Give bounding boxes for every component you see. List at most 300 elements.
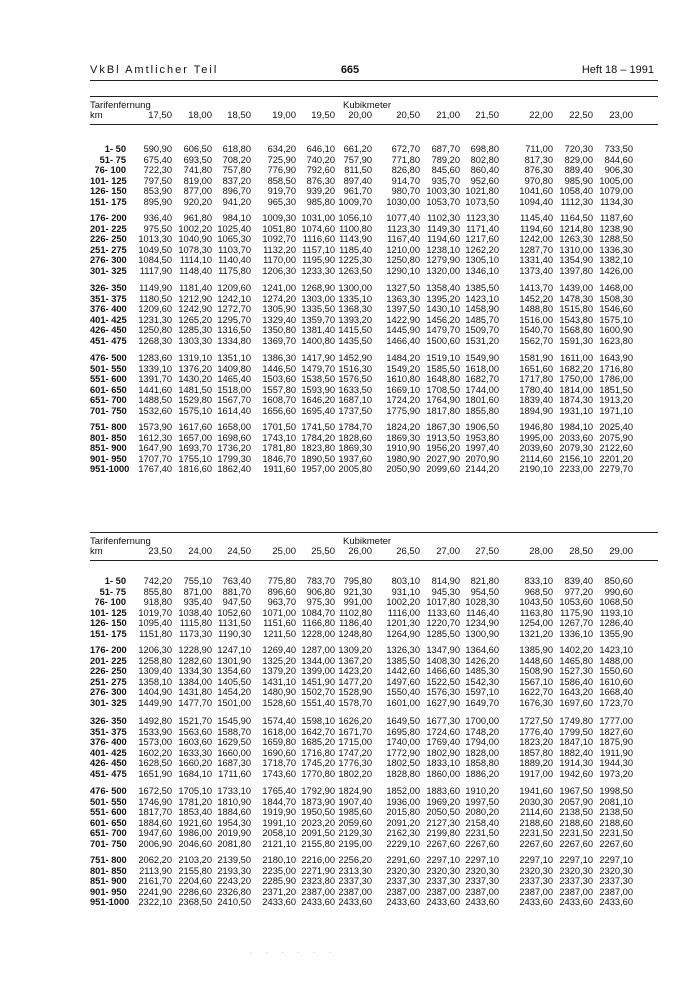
rate-value: 1477,20 [338,676,372,687]
rate-value: 1776,40 [519,726,553,737]
rate-value: 2368,50 [178,897,212,908]
distance-range: 401- 425 [90,314,127,325]
rate-value: 1701,50 [262,422,296,432]
rate-value: 1078,30 [178,244,212,255]
rate-value: 1117,90 [139,265,172,276]
rate-value: 1359,70 [301,314,335,325]
rate-value: 1802,50 [386,758,420,769]
rate-value: 2081,10 [599,796,633,807]
rate-value: 1448,60 [519,655,553,666]
rate-value: 1573,00 [138,737,172,748]
distance-range: 101- 125 [90,607,127,618]
rate-value: 1325,20 [262,655,296,666]
rate-value: 1053,60 [559,597,593,608]
rate-value: 1175,90 [560,607,593,618]
rate-value: 1363,30 [386,293,420,304]
rate-value: 740,20 [306,154,335,165]
rate-value: 1770,80 [301,768,335,779]
distance-range: 851- 900 [90,876,127,887]
rate-value: 963,70 [267,597,296,608]
rate-value: 1869,30 [338,443,372,454]
rate-value: 1376,20 [178,363,212,374]
rate-value: 2433,60 [301,897,335,908]
rate-value: 814,90 [431,576,460,586]
rate-value: 2320,30 [465,865,499,876]
rate-value: 896,60 [267,586,296,597]
rate-value: 2229,10 [386,838,420,849]
rate-value: 1875,90 [599,737,633,748]
km-label: km [90,546,103,557]
rate-value: 1382,10 [599,255,633,266]
rate-value: 1610,60 [599,676,633,687]
rate-value: 991,00 [343,597,372,608]
rate-value: 1597,10 [465,687,499,698]
rate-value: 1695,80 [386,726,420,737]
rate-value: 1431,80 [178,687,212,698]
running-header-right: Heft 18 – 1991 [581,64,654,76]
rate-value: 2326,80 [217,886,251,897]
rate-value: 2387,00 [386,886,420,897]
rate-value: 1209,60 [138,304,172,315]
rate-value: 1194,60 [520,223,553,234]
rate-value: 2057,90 [559,796,593,807]
rate-value: 1364,60 [465,645,499,655]
distance-range: 651- 700 [90,828,127,839]
rate-value: 2267,60 [559,838,593,849]
rate-value: 2387,00 [599,886,633,897]
rate-value: 1287,00 [301,645,335,655]
rate-value: 845,60 [431,165,460,176]
rate-value: 783,70 [306,576,335,586]
column-header: 17,50 [148,110,172,121]
rate-value: 1824,90 [338,786,372,796]
rate-value: 918,80 [143,597,172,608]
distance-range: 476- 500 [90,353,127,363]
distance-range: 901- 950 [90,453,127,464]
rate-value: 1985,60 [338,807,372,818]
table-row [90,597,658,607]
rate-value: 2410,50 [217,897,251,908]
rate-value: 1852,00 [386,786,420,796]
rate-value: 1942,60 [559,768,593,779]
rate-value: 1540,70 [519,325,553,336]
column-header: 26,50 [396,546,420,557]
rate-value: 1741,50 [301,422,335,432]
rate-value: 2193,30 [217,865,251,876]
rate-value: 2291,60 [386,855,420,865]
rate-value: 1334,80 [217,335,251,346]
rate-value: 1913,20 [599,395,633,406]
rate-value: 1193,10 [600,607,633,618]
rate-value: 1533,90 [138,726,172,737]
rate-value: 1746,90 [138,796,172,807]
rate-value: 1264,90 [386,628,420,639]
rate-value: 1441,60 [138,384,172,395]
rate-value: 1077,40 [386,213,420,223]
rate-value: 2433,60 [599,897,633,908]
rate-value: 1288,50 [599,234,633,245]
rate-value: 1167,40 [387,234,420,245]
rate-value: 1646,20 [301,395,335,406]
rate-value: 1358,10 [138,676,172,687]
rate-value: 2267,60 [426,838,460,849]
rate-value: 1185,40 [339,244,372,255]
rate-value: 906,80 [306,586,335,597]
rate-value: 914,70 [391,175,420,186]
rate-value: 1442,60 [386,666,420,677]
distance-range: 176- 200 [90,213,127,223]
rate-value: 844,60 [604,154,633,165]
rate-value: 1274,20 [262,293,296,304]
rate-value: 1857,80 [519,747,553,758]
rate-value: 1602,20 [138,747,172,758]
rate-value: 1186,40 [339,618,372,629]
rate-value: 817,30 [524,154,553,165]
rate-value: 853,90 [143,186,172,197]
rate-value: 1575,10 [178,405,212,416]
rate-value: 2320,30 [599,865,633,876]
distance-range: 426- 450 [90,758,127,769]
rate-value: 1347,90 [426,645,460,655]
rate-value: 1408,30 [426,655,460,666]
rate-value: 2027,90 [426,453,460,464]
rate-value: 1300,90 [465,628,499,639]
rate-value: 1601,00 [386,697,420,708]
rate-value: 1690,60 [262,747,296,758]
table-row [90,818,658,828]
table-row [90,737,658,747]
rate-value: 1755,10 [178,453,212,464]
rate-value: 945,30 [431,586,460,597]
rate-value: 1326,30 [386,645,420,655]
rate-value: 1651,90 [138,768,172,779]
rate-value: 2058,10 [262,828,296,839]
rate-value: 1423,20 [338,666,372,677]
rate-value: 1279,90 [426,255,460,266]
table-row [90,769,658,779]
rate-value: 2433,60 [426,897,460,908]
rate-value: 2114,60 [520,453,553,464]
rate-value: 1973,20 [599,768,633,779]
rate-value: 1660,00 [217,747,251,758]
rate-value: 1399,00 [301,666,335,677]
rate-value: 1368,30 [338,304,372,315]
rate-value: 1250,80 [138,325,172,336]
rate-value: 1214,80 [559,223,593,234]
rate-value: 941,20 [222,196,251,207]
rate-value: 2241,90 [138,886,172,897]
rate-value: 1914,30 [559,758,593,769]
rate-value: 1385,90 [519,645,553,655]
rate-value: 1242,10 [217,293,251,304]
rate-value: 711,00 [525,144,553,154]
rate-value: 1823,80 [301,443,335,454]
rate-value: 1855,80 [465,405,499,416]
table-row [90,887,658,897]
rate-value: 1563,60 [178,726,212,737]
rate-value: 1149,90 [139,283,172,293]
rate-value: 693,50 [183,154,212,165]
distance-range: 601- 650 [90,384,127,395]
rate-value: 1431,10 [262,676,296,687]
distance-range: 501- 550 [90,363,127,374]
rate-value: 1844,70 [262,796,296,807]
rate-value: 2015,80 [386,807,420,818]
rate-value: 1543,80 [559,314,593,325]
rate-value: 1954,30 [217,817,251,828]
rate-value: 792,60 [306,165,335,176]
table-row [90,213,658,223]
rate-value: 1550,40 [386,687,420,698]
rate-value: 1116,60 [302,234,335,245]
rate-value: 1723,70 [599,697,633,708]
table-row [90,266,658,276]
rate-value: 980,70 [391,186,420,197]
rate-value: 1508,30 [599,293,633,304]
rate-value: 1301,90 [217,655,251,666]
rate-value: 687,70 [431,144,460,154]
rate-value: 742,20 [143,576,172,586]
table-row [90,294,658,304]
rate-value: 1874,30 [559,395,593,406]
rate-value: 2050,90 [386,464,420,475]
rate-value: 1479,70 [301,363,335,374]
rate-value: 1724,20 [386,395,420,406]
rate-value: 802,80 [470,154,499,165]
rate-value: 1369,70 [262,335,296,346]
rate-value: 1238,10 [426,244,460,255]
rate-value: 2138,50 [559,807,593,818]
rate-value: 1228,90 [178,645,212,655]
rate-value: 2188,60 [559,817,593,828]
rate-value: 1969,20 [426,796,460,807]
rate-value: 2050,50 [426,807,460,818]
rate-value: 1588,70 [217,726,251,737]
distance-range: 451- 475 [90,768,127,779]
rate-value: 935,40 [183,597,212,608]
rate-value: 1327,50 [386,283,420,293]
rate-value: 803,10 [391,576,420,586]
rate-value: 1335,10 [338,293,372,304]
rate-value: 1557,80 [262,384,296,395]
rate-value: 1084,70 [301,607,335,618]
rate-value: 2216,00 [301,855,335,865]
rate-value: 1618,00 [262,726,296,737]
rate-value: 1867,30 [426,422,460,432]
table-row [90,325,658,335]
distance-range: 151- 175 [90,628,127,639]
rate-value: 1980,90 [386,453,420,464]
rate-value: 1386,30 [262,353,296,363]
rate-value: 1331,40 [519,255,553,266]
rate-value: 1575,10 [599,314,633,325]
rate-value: 1839,40 [519,395,553,406]
rate-value: 1697,60 [559,697,593,708]
rate-value: 1913,50 [426,432,460,443]
rate-value: 1708,50 [426,384,460,395]
rate-value: 1043,50 [519,597,553,608]
rate-value: 2129,30 [338,828,372,839]
rate-value: 1071,00 [262,607,296,618]
rate-value: 1643,90 [599,353,633,363]
rate-value: 1794,00 [465,737,499,748]
rate-value: 1478,30 [559,293,593,304]
column-header: 20,50 [396,110,420,121]
rate-value: 2337,30 [599,876,633,887]
rate-value: 1780,40 [519,384,553,395]
rate-value: 1385,50 [386,655,420,666]
rate-value: 965,30 [267,196,296,207]
rate-value: 1687,10 [338,395,372,406]
column-header: 19,50 [311,110,335,121]
column-header: 28,50 [569,546,593,557]
table-row [90,698,658,708]
rate-value: 1781,80 [262,443,296,454]
rate-value: 876,30 [524,165,553,176]
rate-value: 1233,30 [301,265,335,276]
rate-value: 1567,70 [217,395,251,406]
column-header: 24,00 [188,546,212,557]
rate-value: 1767,40 [138,464,172,475]
distance-range: 76- 100 [94,165,126,176]
rate-value: 2122,60 [599,443,633,454]
rate-value: 1114,10 [179,255,212,266]
rate-value: 733,50 [604,144,633,154]
rate-value: 1853,40 [178,807,212,818]
rate-value: 1814,00 [559,384,593,395]
rate-value: 1648,80 [426,374,460,385]
rate-value: 1776,30 [338,758,372,769]
column-header: 21,50 [475,110,499,121]
table-header-rule [90,560,658,561]
rate-value: 881,70 [222,586,251,597]
rate-value: 1718,70 [262,758,296,769]
distance-range: 51- 75 [99,154,126,165]
rate-value: 1466,60 [426,666,460,677]
rate-value: 920,20 [183,196,212,207]
rate-value: 1600,90 [599,325,633,336]
rate-value: 1334,30 [178,666,212,677]
table-row [90,395,658,405]
rate-value: 1786,00 [599,374,633,385]
rate-value: 1492,80 [138,716,172,726]
distance-range: 801- 850 [90,432,127,443]
rate-value: 1907,40 [338,796,372,807]
rate-value: 1956,20 [426,443,460,454]
rate-value: 1784,20 [301,432,335,443]
rate-value: 2199,80 [426,828,460,839]
rate-value: 2080,20 [465,807,499,818]
rate-value: 1847,10 [559,737,593,748]
table-row [90,666,658,676]
rate-value: 1562,70 [519,335,553,346]
rate-value: 1028,30 [465,597,499,608]
rate-value: 1335,50 [301,304,335,315]
table-header-rule [90,124,658,125]
distance-range: 276- 300 [90,255,127,266]
rate-value: 1133,60 [427,607,460,618]
running-header-left: VkBl Amtlicher Teil [90,64,219,76]
rate-value: 1911,60 [263,464,296,475]
rate-value: 1404,90 [138,687,172,698]
distance-range: 351- 375 [90,726,127,737]
rate-value: 1998,50 [599,786,633,796]
rate-value: 1716,80 [599,363,633,374]
rate-value: 1527,30 [559,666,593,677]
rate-value: 1921,60 [178,817,212,828]
rate-value: 1598,10 [301,716,335,726]
rate-value: 1622,70 [519,687,553,698]
rate-value: 1519,10 [426,353,460,363]
rate-value: 2433,60 [338,897,372,908]
table-row [90,144,658,154]
rate-value: 1573,90 [138,422,172,432]
rate-value: 1617,60 [178,422,212,432]
rate-value: 947,50 [222,597,251,608]
rate-value: 1148,40 [179,265,212,276]
distance-range: 601- 650 [90,817,127,828]
rate-value: 1608,70 [262,395,296,406]
distance-range: 101- 125 [90,175,127,186]
rate-value: 1623,80 [599,335,633,346]
rate-value: 1581,90 [519,353,553,363]
rate-value: 2019,90 [217,828,251,839]
rate-value: 1750,00 [559,374,593,385]
rate-value: 1300,00 [338,283,372,293]
rate-value: 1724,60 [426,726,460,737]
rate-value: 897,40 [343,175,372,186]
rate-value: 2285,90 [262,876,296,887]
rate-value: 2387,00 [519,886,553,897]
rate-value: 1828,80 [386,768,420,779]
rate-value: 1515,80 [559,304,593,315]
rate-value: 1201,30 [386,618,420,629]
rate-value: 606,50 [183,144,212,154]
rate-value: 1170,00 [263,255,296,266]
rate-value: 985,90 [564,175,593,186]
rate-value: 837,20 [222,175,251,186]
rate-value: 1084,50 [138,255,172,266]
rate-value: 1567,10 [519,676,553,687]
column-header: 22,00 [529,110,553,121]
rate-value: 2267,60 [599,838,633,849]
rate-value: 1743,10 [262,432,296,443]
distance-range: 126- 150 [90,186,127,197]
rate-value: 1991,10 [262,817,296,828]
rate-value: 2231,50 [599,828,633,839]
rate-value: 1116,00 [387,607,420,618]
rate-value: 1145,40 [520,213,553,223]
rate-value: 634,20 [267,144,296,154]
rate-value: 2297,10 [559,855,593,865]
rate-value: 1737,50 [338,405,372,416]
rate-value: 1906,50 [465,422,499,432]
rate-value: 1677,30 [426,716,460,726]
rate-value: 1799,50 [559,726,593,737]
rate-value: 1931,10 [559,405,593,416]
rate-value: 771,80 [391,154,420,165]
rate-value: 1862,40 [217,464,251,475]
table-row [90,758,658,768]
rate-value: 1986,00 [178,828,212,839]
rate-value: 1451,90 [301,676,335,687]
rate-value: 1656,60 [262,405,296,416]
rate-value: 1269,40 [262,645,296,655]
rate-value: 1984,10 [559,422,593,432]
table-row [90,197,658,207]
rate-value: 1003,30 [426,186,460,197]
rate-value: 871,00 [183,586,212,597]
